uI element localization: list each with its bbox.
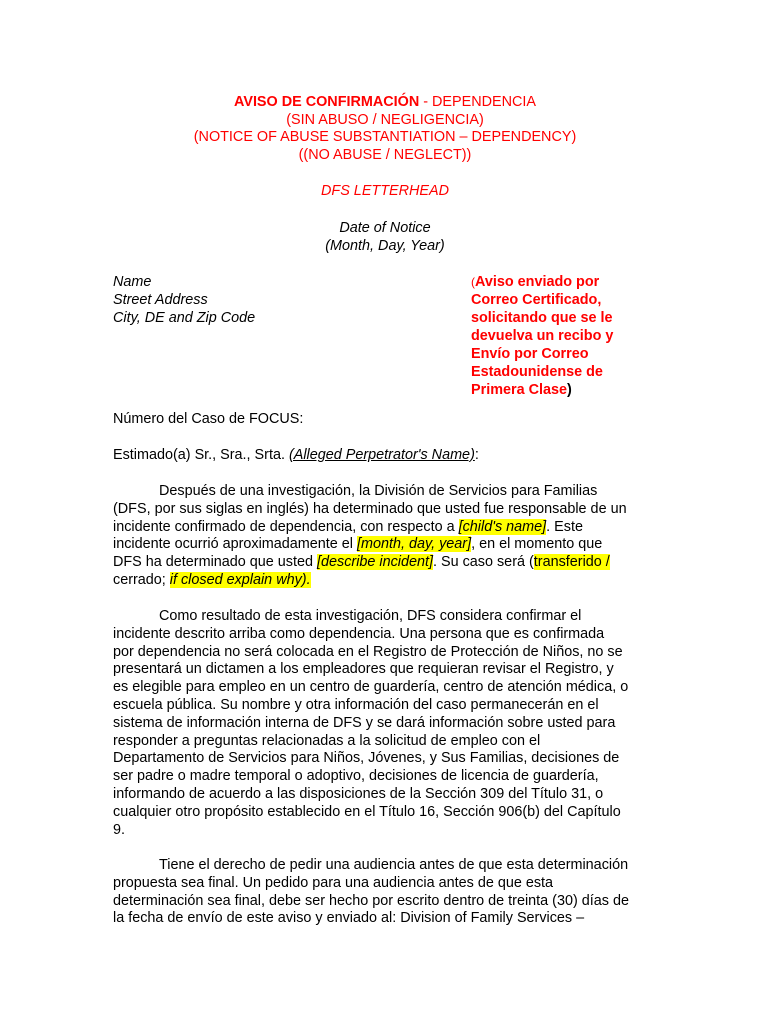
title-line-2: (SIN ABUSO / NEGLIGENCIA) xyxy=(286,111,484,128)
paragraph-result: Como resultado de esta investigación, DFS considera confirmar el incidente descrito arriba como dependencia. Una persona que es confirmada por dependencia no será colocada en el Registro de Protección de Niños, no se presentará un dictamen a los empleadores que requieran revisar el Registro, y es elegible para empleo en un centro de guardería, centro de atención médica, o escuela pública. Su nombre y otra información del caso permanecerán en el sistema de información interna de DFS y se dará información sobre usted para responder a preguntas relacionadas a la solicitud de empleo con el Departamento de Servicios para Niños, Jóvenes, y Sus Familias, decisiones de ser padre o madre temporal o adoptivo, decisiones de licencia de guardería, informando de acuerdo a las disposiciones de la Sección 309 del Título 31, o cualquier otro propósito establecido en el Título 16, Sección 906(b) del Capítulo 9. xyxy=(113,608,629,838)
title-line-3: (NOTICE OF ABUSE SUBSTANTIATION – DEPENDENCY) xyxy=(193,129,577,145)
alleged-perpetrator-name: (Alleged Perpetrator's Name) xyxy=(288,447,475,463)
incident-description-field: [describe incident] xyxy=(317,554,433,571)
title-line-4: ((NO ABUSE / NEGLECT)) xyxy=(298,146,472,163)
paragraph-investigation: Después de una investigación, la División de Servicios para Familias (DFS, por sus siglas en inglés) ha determinado que usted fue responsable de un incidente confirmado de dependencia, con respecto a [child's name]. Este incidente ocurrió aproximadamente el [month, day, year], en el momento que DFS ha determinado que usted [describe incident]. Su caso será (transferido / cerrado; if closed explain why). xyxy=(113,483,627,588)
date-line-1: Date of Notice xyxy=(339,220,431,236)
case-number-label: Número del Caso de FOCUS: xyxy=(113,411,304,427)
incident-date-field: [month, day, year] xyxy=(356,536,472,553)
closure-explanation-field: if closed explain why). xyxy=(169,571,311,588)
notice-title xyxy=(0,94,770,164)
recipient-street: Street Address xyxy=(113,292,208,308)
letterhead-placeholder: DFS LETTERHEAD xyxy=(321,183,449,199)
recipient-address xyxy=(113,273,255,327)
title-line-1: AVISO DE CONFIRMACIÓN - DEPENDENCIA xyxy=(234,94,536,110)
child-name-field: [child's name] xyxy=(458,518,547,535)
salutation: Estimado(a) Sr., Sra., Srta. (Alleged Perpetrator's Name): xyxy=(113,447,479,463)
recipient-name: Name xyxy=(113,274,152,290)
recipient-city: City, DE and Zip Code xyxy=(113,310,256,326)
date-line-2: (Month, Day, Year) xyxy=(325,237,445,254)
mailing-method-note: (Aviso enviado por Correo Certificado, solicitando que se le devuelva un recibo y Envío por Correo Estadounidense de Primera Clase) xyxy=(471,274,614,398)
date-of-notice xyxy=(0,220,770,255)
paragraph-hearing-rights: Tiene el derecho de pedir una audiencia antes de que esta determinación propuesta sea final. Un pedido para una audiencia antes de que esta determinación sea final, debe ser hecho por escrito dentro de treinta (30) días de la fecha de envío de este aviso y enviado al: Division of Family Services – xyxy=(113,857,629,927)
